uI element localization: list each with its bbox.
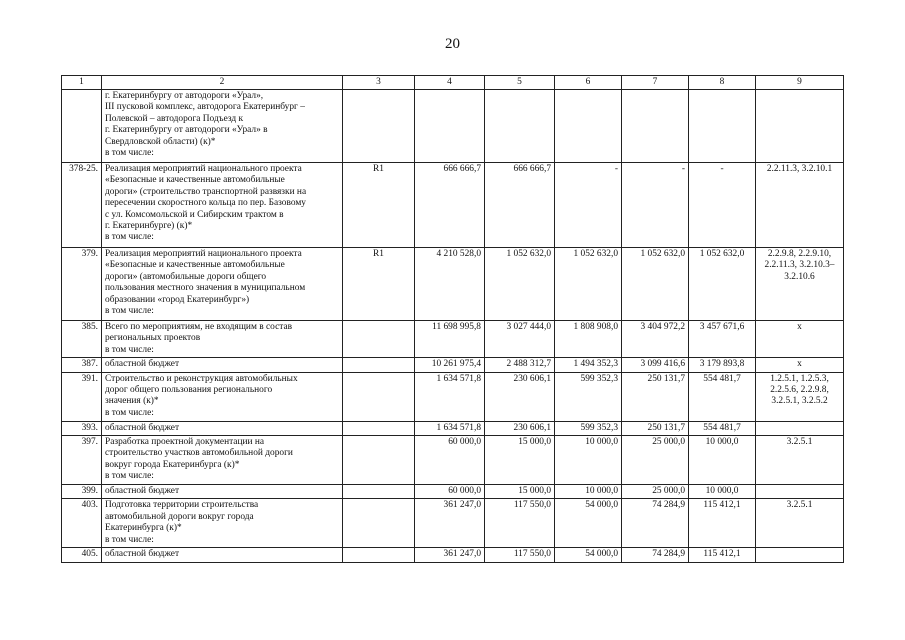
target-ref-line: x: [797, 322, 802, 332]
amount-cell: 1 052 632,0: [622, 248, 689, 321]
amount-cell: [485, 90, 555, 163]
row-name-cell: [102, 163, 343, 248]
budget-table: [61, 75, 844, 563]
table-row: [62, 485, 844, 499]
source-code-cell: [343, 421, 415, 435]
amount-cell: -: [689, 163, 756, 248]
source-code-cell: [343, 90, 415, 163]
row-name-cell: [102, 548, 343, 562]
amount-cell: 3 027 444,0: [485, 321, 555, 358]
amount-cell: 1 052 632,0: [555, 248, 622, 321]
amount-cell: 10 000,0: [555, 436, 622, 485]
row-name-line: дорог общего пользования регионального: [105, 385, 273, 396]
source-code-cell: [343, 321, 415, 358]
source-code-cell: R1: [343, 163, 415, 248]
row-name-line: автомобильной дороги вокруг города: [105, 511, 254, 522]
row-name-cell: [102, 436, 343, 485]
target-refs-cell: [756, 90, 844, 163]
row-name-line: строительство участков автомобильной дороги: [105, 448, 293, 459]
row-name-line: значения (к)*: [105, 396, 159, 407]
row-name-cell: [102, 421, 343, 435]
target-ref-line: 2.2.11.3, 3.2.10.1: [766, 164, 833, 174]
amount-cell: 60 000,0: [415, 436, 485, 485]
row-name-line: Строительство и реконструкция автомобильных: [105, 373, 298, 384]
column-header: 4: [415, 76, 485, 90]
source-code-cell: [343, 358, 415, 372]
column-header: 7: [622, 76, 689, 90]
table-row: [62, 372, 844, 421]
amount-cell: 230 606,1: [485, 421, 555, 435]
amount-cell: 54 000,0: [555, 499, 622, 548]
row-number-cell: 397.: [62, 436, 102, 485]
row-name-line: в том числе:: [105, 306, 154, 317]
amount-cell: 554 481,7: [689, 421, 756, 435]
amount-cell: 250 131,7: [622, 421, 689, 435]
row-name-line: в том числе:: [105, 471, 154, 482]
amount-cell: 115 412,1: [689, 548, 756, 562]
amount-cell: 74 284,9: [622, 548, 689, 562]
row-number-cell: 387.: [62, 358, 102, 372]
amount-cell: 10 000,0: [555, 485, 622, 499]
row-name-line: пользования местного значения в муниципальном: [105, 283, 306, 294]
amount-cell: 15 000,0: [485, 485, 555, 499]
amount-cell: [415, 90, 485, 163]
amount-cell: 3 457 671,6: [689, 321, 756, 358]
target-refs-cell: [756, 485, 844, 499]
column-number-row: [62, 76, 844, 90]
amount-cell: 74 284,9: [622, 499, 689, 548]
amount-cell: 599 352,3: [555, 421, 622, 435]
amount-cell: 54 000,0: [555, 548, 622, 562]
source-code-cell: [343, 485, 415, 499]
row-name-cell: [102, 90, 343, 163]
row-number-cell: 393.: [62, 421, 102, 435]
amount-cell: 10 261 975,4: [415, 358, 485, 372]
row-name-line: г. Екатеринбургу от автодороги «Урал» в: [105, 125, 268, 136]
row-name-line: областной бюджет: [105, 486, 180, 497]
row-name-line: Всего по мероприятиям, не входящим в состав: [105, 322, 293, 332]
row-name-line: г. Екатеринбурге) (к)*: [105, 221, 193, 232]
row-number-cell: 403.: [62, 499, 102, 548]
row-name-cell: [102, 372, 343, 421]
table-row: [62, 248, 844, 321]
amount-cell: 230 606,1: [485, 372, 555, 421]
target-ref-line: 3.2.10.6: [784, 271, 815, 282]
amount-cell: 3 179 893,8: [689, 358, 756, 372]
table-row: [62, 548, 844, 562]
row-number-cell: [62, 90, 102, 163]
amount-cell: 115 412,1: [689, 499, 756, 548]
source-code-cell: R1: [343, 248, 415, 321]
column-header: 6: [555, 76, 622, 90]
target-ref-line: 3.2.5.1, 3.2.5.2: [771, 396, 828, 407]
amount-cell: 117 550,0: [485, 548, 555, 562]
target-refs-cell: [756, 321, 844, 358]
target-ref-line: x: [797, 359, 802, 370]
amount-cell: 25 000,0: [622, 436, 689, 485]
amount-cell: 361 247,0: [415, 499, 485, 548]
row-name-line: вокруг города Екатеринбурга (к)*: [105, 459, 240, 470]
amount-cell: -: [622, 163, 689, 248]
row-name-cell: [102, 248, 343, 321]
target-refs-cell: [756, 248, 844, 321]
source-code-cell: [343, 436, 415, 485]
amount-cell: 1 634 571,8: [415, 372, 485, 421]
row-name-line: в том числе:: [105, 232, 154, 243]
row-name-line: Екатеринбурга (к)*: [105, 523, 182, 534]
amount-cell: [622, 90, 689, 163]
amount-cell: 11 698 995,8: [415, 321, 485, 358]
row-number-cell: 378-25.: [62, 163, 102, 248]
row-name-line: III пусковой комплекс, автодорога Екатеринбург –: [105, 102, 305, 113]
row-name-cell: [102, 321, 343, 358]
amount-cell: 1 494 352,3: [555, 358, 622, 372]
target-refs-cell: [756, 421, 844, 435]
amount-cell: [689, 90, 756, 163]
target-refs-cell: [756, 499, 844, 548]
row-name-cell: [102, 485, 343, 499]
row-name-cell: [102, 358, 343, 372]
table-row: [62, 321, 844, 358]
row-name-line: Полевской – автодорога Подъезд к: [105, 113, 244, 124]
target-refs-cell: [756, 372, 844, 421]
row-name-line: «Безопасные и качественные автомобильные: [105, 175, 285, 186]
row-number-cell: 391.: [62, 372, 102, 421]
column-header: 2: [102, 76, 343, 90]
amount-cell: 3 404 972,2: [622, 321, 689, 358]
amount-cell: 1 634 571,8: [415, 421, 485, 435]
amount-cell: 117 550,0: [485, 499, 555, 548]
source-code-cell: [343, 499, 415, 548]
row-name-line: областной бюджет: [105, 359, 180, 370]
row-name-line: дороги» (строительство транспортной развязки на: [105, 186, 307, 197]
row-number-cell: 379.: [62, 248, 102, 321]
row-name-line: в том числе:: [105, 407, 154, 418]
table-row: [62, 358, 844, 372]
amount-cell: 2 488 312,7: [485, 358, 555, 372]
table-row: [62, 421, 844, 435]
column-header: 5: [485, 76, 555, 90]
row-name-line: Свердловской области) (к)*: [105, 136, 216, 147]
amount-cell: 15 000,0: [485, 436, 555, 485]
target-ref-line: 2.2.5.6, 2.2.9.8,: [770, 385, 829, 396]
amount-cell: 3 099 416,6: [622, 358, 689, 372]
row-name-line: г. Екатеринбургу от автодороги «Урал»,: [105, 91, 264, 101]
table-row: [62, 163, 844, 248]
row-name-line: в том числе:: [105, 344, 154, 355]
amount-cell: 25 000,0: [622, 485, 689, 499]
row-name-line: «Безопасные и качественные автомобильные: [105, 260, 285, 271]
target-ref-line: 2.2.11.3, 3.2.10.3–: [764, 260, 835, 271]
amount-cell: 361 247,0: [415, 548, 485, 562]
amount-cell: 1 808 908,0: [555, 321, 622, 358]
row-name-line: образовании «город Екатеринбург»): [105, 294, 250, 305]
table-row: [62, 499, 844, 548]
row-number-cell: 399.: [62, 485, 102, 499]
row-name-line: областной бюджет: [105, 549, 180, 560]
target-ref-line: 3.2.5.1: [786, 500, 813, 511]
amount-cell: 554 481,7: [689, 372, 756, 421]
target-refs-cell: [756, 163, 844, 248]
amount-cell: -: [555, 163, 622, 248]
row-name-line: в том числе:: [105, 148, 154, 159]
target-ref-line: 2.2.9.8, 2.2.9.10,: [767, 249, 832, 259]
table-row: [62, 436, 844, 485]
row-name-line: Разработка проектной документации на: [105, 437, 265, 448]
column-header: 1: [62, 76, 102, 90]
table-row: [62, 90, 844, 163]
row-name-line: региональных проектов: [105, 333, 201, 344]
amount-cell: 10 000,0: [689, 485, 756, 499]
amount-cell: 666 666,7: [485, 163, 555, 248]
column-header: 9: [756, 76, 844, 90]
amount-cell: 60 000,0: [415, 485, 485, 499]
amount-cell: 1 052 632,0: [485, 248, 555, 321]
amount-cell: 250 131,7: [622, 372, 689, 421]
target-refs-cell: [756, 436, 844, 485]
amount-cell: 10 000,0: [689, 436, 756, 485]
column-header: 8: [689, 76, 756, 90]
amount-cell: [555, 90, 622, 163]
target-refs-cell: [756, 358, 844, 372]
target-refs-cell: [756, 548, 844, 562]
row-name-cell: [102, 499, 343, 548]
row-name-line: Реализация мероприятий национального проекта: [105, 249, 302, 259]
source-code-cell: [343, 548, 415, 562]
page-number: 20: [445, 36, 460, 52]
row-name-line: пересечении скоростного кольца по пер. Базовому: [105, 198, 306, 209]
row-number-cell: 385.: [62, 321, 102, 358]
row-name-line: дороги» (автомобильные дороги общего: [105, 271, 267, 282]
row-name-line: Реализация мероприятий национального проекта: [105, 164, 302, 174]
amount-cell: 666 666,7: [415, 163, 485, 248]
row-name-line: с ул. Комсомольской и Сибирским трактом в: [105, 209, 284, 220]
row-name-line: в том числе:: [105, 534, 154, 545]
target-ref-line: 1.2.5.1, 1.2.5.3,: [770, 373, 829, 384]
row-name-line: областной бюджет: [105, 422, 180, 433]
row-name-line: Подготовка территории строительства: [105, 500, 259, 511]
amount-cell: 1 052 632,0: [689, 248, 756, 321]
amount-cell: 4 210 528,0: [415, 248, 485, 321]
row-number-cell: 405.: [62, 548, 102, 562]
target-ref-line: 3.2.5.1: [786, 437, 813, 448]
amount-cell: 599 352,3: [555, 372, 622, 421]
column-header: 3: [343, 76, 415, 90]
source-code-cell: [343, 372, 415, 421]
